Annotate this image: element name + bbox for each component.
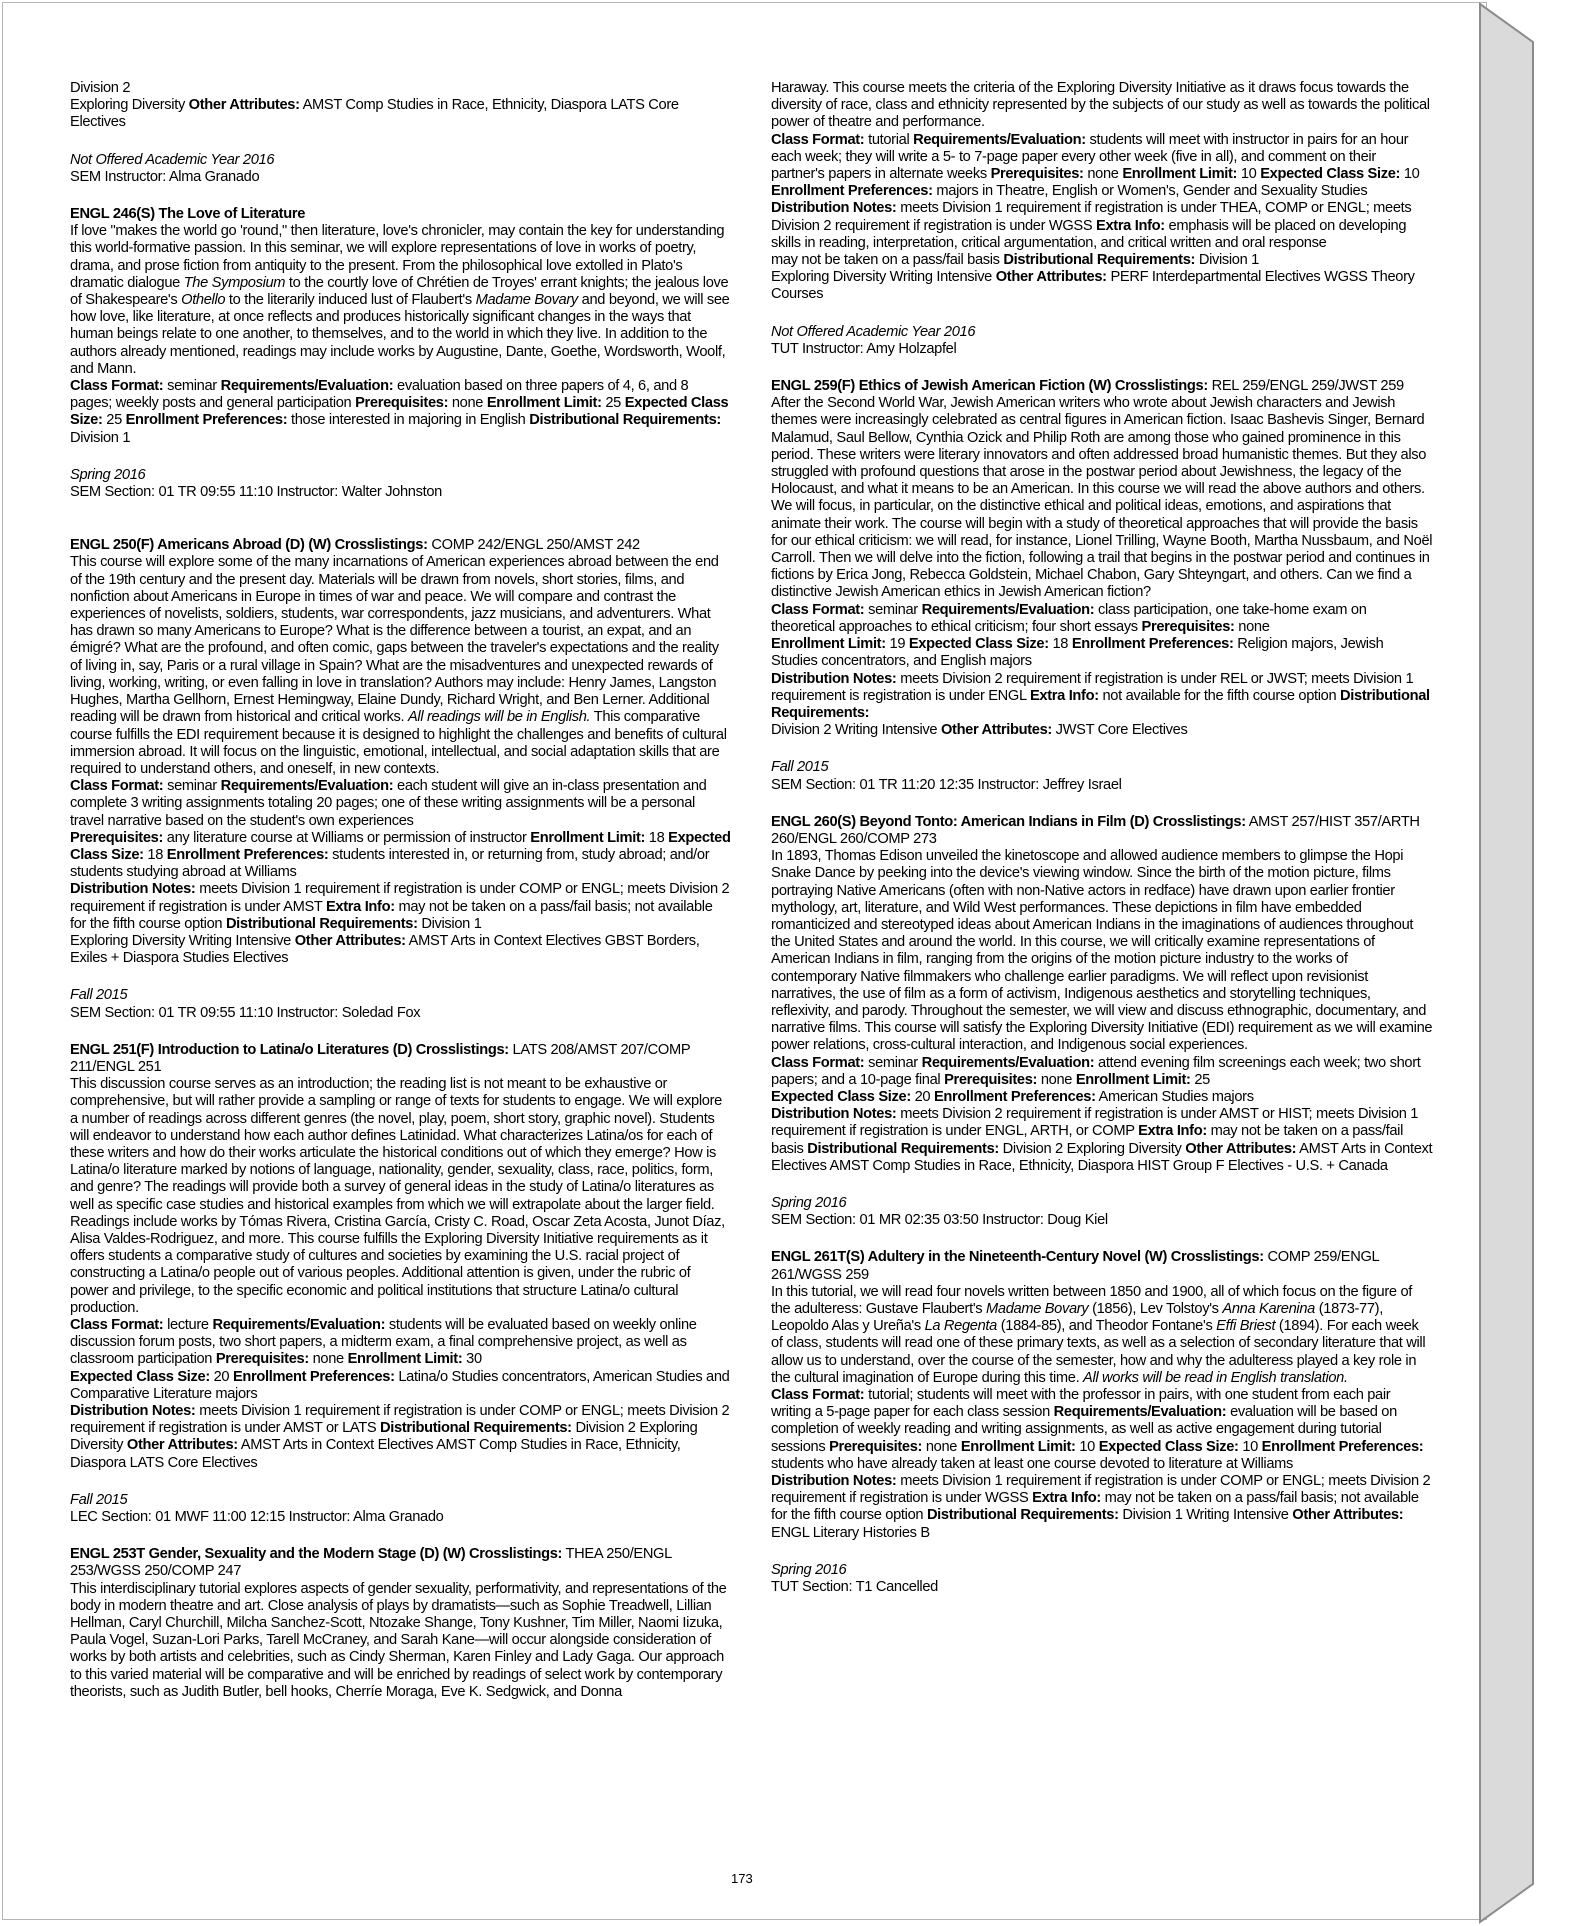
term-block <box>771 758 1433 792</box>
course-entry <box>771 377 1433 793</box>
term-label: Spring 2016 <box>70 465 146 483</box>
crosslistings: THEA 250/ENGL 253/WGSS 250/COMP 247 <box>70 1545 672 1580</box>
course-heading <box>70 205 732 222</box>
course-entry <box>771 79 1433 357</box>
course-details: Class Format: tutorial; students will meet with the professor in pairs, with one student from each pair writing a 5-page paper for each class session Requirements/Evaluation: evaluation will be based on completion of weekly reading and writing assignments, as well as active engagement during tutorial sessions Prerequisites: none Enrollment Limit: 10 Expected Class Size: 10 Enrollment Preferences: students who have already taken at least one course devoted to literature at Williams Distribution Notes: meets Division 1 requirement if registration is under COMP or ENGL; meets Division 2 requirement if registration is under WGSS Extra Info: may not be taken on a pass/fail basis; not available for the fifth course option Distributional Requirements: Division 1 Writing Intensive Other Attributes: ENGL Literary Histories B <box>771 1386 1431 1541</box>
section-info: TUT Instructor: Amy Holzapfel <box>771 339 957 357</box>
course-title: ENGL 261T(S) Adultery in the Nineteenth-Century Novel (W) Crosslistings: <box>771 1248 1264 1266</box>
course-details: Class Format: seminar Requirements/Evaluation: evaluation based on three papers of 4, 6, and 8 pages; weekly posts and general participation Prerequisites: none Enrollment Limit: 25 Expected Class Size: 25 Enrollment Preferences: those interested in majoring in English Distributional Requirements: Division 1 <box>70 377 729 446</box>
course-description: After the Second World War, Jewish American writers who wrote about Jewish characters and Jewish themes were increasingly celebrated as central figures in American fiction. Isaac Bashevis Singer, Bernard Malamud, Saul Bellow, Cynthia Ozick and Philip Roth are among those who gained prominence in this period. These writers were literary innovators and often addressed broad humanistic themes. But they also struggled with profound questions that arose in the postwar period about Jewishness, the legacy of the Holocaust, and what it means to be an American. In this course we will read the above authors and others. We will focus, in particular, on the distinctive ethical and political ideas, emotions, and aspirations that animate their work. The course will begin with a study of theoretical approaches that will provide the basis for our ethical criticism: we will read, for instance, Lionel Trilling, Wayne Booth, Martha Nussbaum, and Noël Carroll. Then we will delve into the fiction, following a trail that begins in the postwar period and continues in fictions by Erica Jong, Rebecca Goldstein, Michael Chabon, Gary Shteyngart, and others. Can we find a distinctive Jewish American ethics in Jewish American fiction? <box>771 394 1433 601</box>
other-attributes-value: AMST Comp Studies in Race, Ethnicity, Diaspora LATS Core Electives <box>70 96 679 131</box>
crosslistings: REL 259/ENGL 259/JWST 259 <box>1211 377 1404 395</box>
course-title: ENGL 246(S) The Love of Literature <box>70 205 306 223</box>
course-details: Class Format: lecture Requirements/Evaluation: students will be evaluated based on weekly online discussion forum posts, two short papers, a midterm exam, a final comprehensive project, as well as classroom participation Prerequisites: none Enrollment Limit: 30 Expected Class Size: 20 Enrollment Preferences: Latina/o Studies concentrators, American Studies and Comparative Literature majors Distribution Notes: meets Division 1 requirement if registration is under COMP or ENGL; meets Division 2 requirement if registration is under AMST or LATS Distributional Requirements: Division 2 Exploring Diversity Other Attributes: AMST Arts in Context Electives AMST Comp Studies in Race, Ethnicity, Diaspora LATS Core Electives <box>70 1316 730 1471</box>
course-entry <box>70 79 732 185</box>
course-heading <box>771 377 1433 394</box>
term-block <box>70 1491 732 1525</box>
term-block <box>771 1561 1433 1595</box>
course-details: Class Format: tutorial Requirements/Evaluation: students will meet with instructor in pairs for an hour each week; they will write a 5- to 7-page paper every other week (five in all), and comment on their partner's papers in alternate weeks Prerequisites: none Enrollment Limit: 10 Expected Class Size: 10 Enrollment Preferences: majors in Theatre, English or Women's, Gender and Sexuality Studies Distribution Notes: meets Division 1 requirement if registration is under THEA, COMP or ENGL; meets Division 2 requirement if registration is under WGSS Extra Info: emphasis will be placed on developing skills in reading, interpretation, critical argumentation, and critical written and oral response may not be taken on a pass/fail basis Distributional Requirements: Division 1 Exploring Diversity Writing Intensive Other Attributes: PERF Interdepartmental Electives WGSS Theory Courses <box>771 130 1420 303</box>
term-label: Spring 2016 <box>771 1193 847 1211</box>
course-title: ENGL 250(F) Americans Abroad (D) (W) Crosslistings: <box>70 536 428 554</box>
course-heading <box>70 1545 732 1579</box>
course-entry <box>771 813 1433 1229</box>
term-label: Not Offered Academic Year 2016 <box>771 322 976 340</box>
term-block <box>771 323 1433 357</box>
course-description: This discussion course serves as an introduction; the reading list is not meant to be exhaustive or comprehensive, but will rather provide a sampling or range of texts for students to engage. We will explore a number of readings across different genres (the novel, play, poem, short story, graphic novel). Students will endeavor to understand how each author defines Latinidad. What characterizes Latina/os for each of these writers and how do their works articulate the historical conditions out of which they emerge? How is Latina/o literature marked by notions of language, nationality, gender, sexuality, class, race, politics, form, and genre? The readings will provide both a survey of general ideas in the study of Latina/o literatures as well as specific case studies and historical examples from which we will extrapolate about the larger field. Readings include works by Tómas Rivera, Cristina García, Cristy C. Road, Oscar Zeta Acosta, Junot Díaz, Alisa Valdes-Rodriguez, and more. This course fulfills the Exploring Diversity Initiative requirements as it offers students a comparative study of cultures and societies by examining the U.S. racial project of constructing a Latina/o people out of various peoples. Additional attention is given, under the rubric of power and privilege, to the specific economic and political institutions that structure Latina/o cultural production. <box>70 1075 725 1316</box>
term-label: Spring 2016 <box>771 1560 847 1578</box>
course-heading <box>771 1248 1433 1282</box>
term-label: Not Offered Academic Year 2016 <box>70 150 275 168</box>
section-info: LEC Section: 01 MWF 11:00 12:15 Instructor: Alma Granado <box>70 1508 444 1526</box>
course-description: This course will explore some of the many incarnations of American experiences abroad between the end of the 19th century and the present day. Materials will be drawn from novels, short stories, films, and nonfiction about Americans in Europe in times of war and peace. We will compare and contrast the experiences of novelists, soldiers, students, war correspondents, jazz musicians, and adventurers. What has drawn so many Americans to Europe? What is the difference between a tourist, an expat, and an émigré? What are the profound, and often comic, gaps between the traveler's expectations and the reality of living in, say, Paris or a rural village in Spain? What are the misadventures and unexpected rewards of living, working, writing, or even falling in love in translation? Authors may include: Henry James, Langston Hughes, Martha Gellhorn, Ernest Hemingway, Elaine Dundy, Richard Wright, and Ben Lerner. Additional reading will be drawn from historical and critical works. All readings will be in English. This comparative course fulfills the EDI requirement because it is designed to highlight the challenges and benefits of cultural immersion abroad. It will focus on the linguistic, emotional, intellectual, and social adaptation skills that are required to understand others, and oneself, in new contexts. <box>70 553 727 777</box>
fragment-text: Exploring Diversity <box>70 96 185 114</box>
left-column <box>70 79 732 1720</box>
course-entry <box>70 205 732 500</box>
section-info: SEM Instructor: Alma Granado <box>70 167 260 185</box>
course-entry <box>70 536 732 1020</box>
course-details: Class Format: seminar Requirements/Evaluation: each student will give an in-class presentation and complete 3 writing assignments totaling 20 pages; one of these writing assignments will be a personal travel narrative based on the student's own experiences Prerequisites: any literature course at Williams or permission of instructor Enrollment Limit: 18 Expected Class Size: 18 Enrollment Preferences: students interested in, or returning from, study abroad; and/or students studying abroad at Williams Distribution Notes: meets Division 1 requirement if registration is under COMP or ENGL; meets Division 2 requirement if registration is under AMST Extra Info: may not be taken on a pass/fail basis; not available for the fifth course option Distributional Requirements: Division 1 Exploring Diversity Writing Intensive Other Attributes: AMST Arts in Context Electives GBST Borders, Exiles + Diaspora Studies Electives <box>70 777 731 967</box>
crosslistings: AMST 257/HIST 357/ARTH 260/ENGL 260/COMP 273 <box>771 812 1420 847</box>
page-number: 173 <box>731 1871 753 1886</box>
term-block <box>70 466 732 500</box>
other-attributes-label: Other Attributes: <box>188 96 300 114</box>
section-info: SEM Section: 01 MR 02:35 03:50 Instructor: Doug Kiel <box>771 1211 1108 1229</box>
term-label: Fall 2015 <box>70 1490 128 1508</box>
course-entry <box>70 1545 732 1700</box>
right-column <box>771 79 1433 1615</box>
course-heading <box>70 536 732 553</box>
course-description: This interdisciplinary tutorial explores aspects of gender sexuality, performativity, and representations of the body in modern theatre and art. Close analysis of plays by dramatists—such as Sophie Treadwell, Lillian Hellman, Caryl Churchill, Milcha Sanchez-Scott, Ntozake Shange, Tony Kushner, Tim Miller, Naomi Iizuka, Paula Vogel, Suzan-Lori Parks, Tarell McCraney, and Sarah Kane—will occur alongside consideration of works by both artists and celebrities, such as Cindy Sherman, Karen Finley and Lady Gaga. Our approach to this varied material will be comparative and will be enriched by readings of select work by contemporary theorists, such as Judith Butler, bell hooks, Cherríe Moraga, Eve K. Sedgwick, and Donna <box>70 1579 727 1700</box>
crosslistings: LATS 208/AMST 207/COMP 211/ENGL 251 <box>70 1040 691 1075</box>
course-title: ENGL 251(F) Introduction to Latina/o Literatures (D) Crosslistings: <box>70 1040 509 1058</box>
course-entry <box>70 1041 732 1525</box>
term-label: Fall 2015 <box>70 986 128 1004</box>
crosslistings: COMP 242/ENGL 250/AMST 242 <box>431 536 640 554</box>
course-description: Haraway. This course meets the criteria of the Exploring Diversity Initiative as it draws focus towards the diversity of race, class and ethnicity represented by the subjects of our study as well as towards the political power of theatre and performance. <box>771 79 1430 131</box>
course-details: Class Format: seminar Requirements/Evaluation: attend evening film screenings each week; two short papers; and a 10-page final Prerequisites: none Enrollment Limit: 25 Expected Class Size: 20 Enrollment Preferences: American Studies majors Distribution Notes: meets Division 2 requirement if registration is under AMST or HIST; meets Division 1 requirement if registration is under ENGL, ARTH, or COMP Extra Info: may not be taken on a pass/fail basis Distributional Requirements: Division 2 Exploring Diversity Other Attributes: AMST Arts in Context Electives AMST Comp Studies in Race, Ethnicity, Diaspora HIST Group F Electives - U.S. + Canada <box>771 1053 1433 1174</box>
course-heading <box>771 813 1433 847</box>
course-heading <box>70 1041 732 1075</box>
section-info: SEM Section: 01 TR 09:55 11:10 Instructor: Soledad Fox <box>70 1003 421 1021</box>
fragment-attributes <box>70 96 732 130</box>
course-title: ENGL 253T Gender, Sexuality and the Modern Stage (D) (W) Crosslistings: <box>70 1545 563 1563</box>
course-description: In this tutorial, we will read four novels written between 1850 and 1900, all of which focus on the figure of the adulteress: Gustave Flaubert's Madame Bovary (1856), Lev Tolstoy's Anna Karenina (1873-77), Leopoldo Alas y Ureña's La Regenta (1884-85), and Theodor Fontane's Effi Briest (1894). For each week of class, students will read one of these primary texts, as well as a selection of secondary literature that will allow us to understand, over the course of the semester, how and why the adulteress played a key role in the cultural imagination of Europe during this time. All works will be read in English translation. <box>771 1282 1426 1386</box>
course-details: Class Format: seminar Requirements/Evaluation: class participation, one take-home exam on theoretical approaches to ethical criticism; four short essays Prerequisites: none Enrollment Limit: 19 Expected Class Size: 18 Enrollment Preferences: Religion majors, Jewish Studies concentrators, and English majors Distribution Notes: meets Division 2 requirement if registration is under REL or JWST; meets Division 1 requirement is registration is under ENGL Extra Info: not available for the fifth course option Distributional Requirements: Division 2 Writing Intensive Other Attributes: JWST Core Electives <box>771 600 1430 739</box>
crosslistings: COMP 259/ENGL 261/WGSS 259 <box>771 1248 1379 1283</box>
section-info: SEM Section: 01 TR 11:20 12:35 Instructor: Jeffrey Israel <box>771 775 1122 793</box>
course-title: ENGL 260(S) Beyond Tonto: American Indians in Film (D) Crosslistings: <box>771 812 1246 830</box>
course-description: If love "makes the world go 'round," then literature, love's chronicler, may contain the key for understanding this world-formative passion. In this seminar, we will explore representations of love in works of poetry, drama, and prose fiction from antiquity to the present. From the philosophical love extolled in Plato's dramatic dialogue The Symposium to the courtly love of Chrétien de Troyes' errant knights; the jealous love of Shakespeare's Othello to the literarily induced lust of Flaubert's Madame Bovary and beyond, we will see how love, like literature, at once reflects and produces historically significant changes in the ways that human beings relate to one another, to themselves, and to the world in which they live. In addition to the authors already mentioned, readings may include works by Augustine, Dante, Goethe, Wordsworth, Woolf, and Mann. <box>70 222 730 377</box>
fragment-line: Division 2 <box>70 79 131 96</box>
term-block <box>70 151 732 185</box>
course-entry <box>771 1248 1433 1595</box>
course-description: In 1893, Thomas Edison unveiled the kinetoscope and allowed audience members to glimpse the Hopi Snake Dance by peeking into the device's viewing window. Since the birth of the motion picture, films portraying Native Americans (often with non-Native actors in redface) have drawn upon earlier frontier mythology, art, literature, and Wild West performances. These depictions in film have embedded romanticized and stereotyped ideas about American Indians in the imaginations of audiences throughout the United States and around the world. In this course, we will critically examine representations of American Indians in film, ranging from the origins of the motion picture industry to the works of contemporary Native filmmakers who challenge earlier paradigms. We will reflect upon revisionist narratives, the use of film as a form of activism, Indigenous aesthetics and storytelling techniques, reflexivity, and parody. Throughout the semester, we will view and discuss ethnographic, documentary, and narrative films. This course will satisfy the Exploring Diversity Initiative (EDI) requirement as we will examine power relations, cross-cultural interaction, and Indigenous social experiences. <box>771 847 1433 1054</box>
section-info: SEM Section: 01 TR 09:55 11:10 Instructor: Walter Johnston <box>70 483 442 501</box>
section-info: TUT Section: T1 Cancelled <box>771 1578 938 1596</box>
page-stack-edge <box>1478 0 1581 1926</box>
term-label: Fall 2015 <box>771 758 829 776</box>
term-block <box>771 1194 1433 1228</box>
term-block <box>70 986 732 1020</box>
course-title: ENGL 259(F) Ethics of Jewish American Fiction (W) Crosslistings: <box>771 377 1208 395</box>
